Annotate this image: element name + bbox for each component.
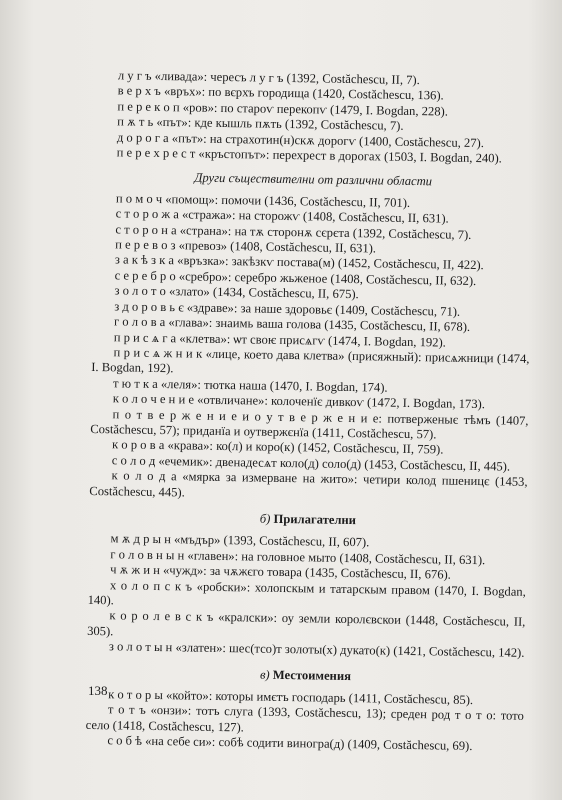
entry-line: с е р е б р о «сребро»: серебро жьженое (1408, Costăchescu, II, 632).	[114, 268, 477, 288]
section-heading-other-nouns: Други съществителни от различни области	[194, 170, 433, 189]
entry-line: с о б ѣ «на себе си»: собѣ содити виногра(д) (1409, Costăchescu, 69).	[107, 733, 473, 754]
entry-block-3	[87, 531, 527, 661]
entry-line: т о т ъ «онзи»: тотъ слуга (1393, Costăchescu, 13); среден род т о т о: тото село (1418, Costăchescu, 127).	[85, 702, 524, 735]
entry-line: п ѫ т ь «път»: кде кышль пѫть (1392, Costăchescu, 7).	[117, 114, 404, 134]
section-heading-pronouns	[86, 665, 524, 687]
entry-block-4	[85, 687, 524, 755]
page-number: 138	[88, 683, 108, 698]
entry-line: п е р е х р е с т «кръстопът»: перехрест в дорогах (1503, I. Bogdan, 240).	[116, 145, 502, 166]
entry-block-2	[89, 191, 532, 506]
entry-line: к о л о д а «мярка за измерване на жито»: четири колод пшеницє (1453, Costăchescu, 445).	[89, 468, 528, 500]
entry-line: з о л о т ы н «златен»: шес(тсо)т золоты(х) дукато(к) (1421, Costăchescu, 142).	[108, 639, 525, 661]
entry-line: м ѫ д р ы н «мъдър» (1393, Costăchescu, II, 607).	[110, 531, 370, 550]
section-heading-adjectives	[89, 509, 527, 531]
entry-line: з а к ѣ з к а «връзка»: закѣзкѵ постава(м) (1452, Costăchescu, II, 422).	[114, 252, 484, 273]
entry-line: г о л о в н ы н «главен»: на головное мыто (1408, Costăchescu, II, 631).	[110, 547, 486, 567]
entry-line: л у г ъ «ливада»: чересъ л у г ъ (1392, Costăchescu, II, 7).	[117, 68, 420, 88]
entry-line: з д о р о в ь є «здраве»: за наше здоровьє (1409, Costăchescu, 71).	[114, 299, 461, 319]
entry-line: п е р е в о з «превоз» (1408, Costăchescu, II, 631).	[115, 237, 377, 256]
entry-line: с о л о д «ечемик»: двенадесѧт коло(д) соло(д) (1453, Costăchescu, II, 445).	[111, 453, 511, 474]
entry-line: п р и с ѧ ж н и к «лице, което дава клетва» (присяжный): присѧжници (1474, I. Bogdan, 192).	[91, 345, 530, 376]
entry-line: п о т в е р ж е н и е и о у т в е р ж е н и е: потверженыє тѣмъ (1407, Costăchescu, 57); приданїа и оутвержєнїа (1411, Costăchescu, 57).	[90, 406, 529, 442]
entry-line: т ю т к а «леля»: тютка наша (1470, I. Bogdan, 174).	[112, 376, 388, 395]
entry-line: п о м о ч «помощ»: помочи (1436, Costăchescu, II, 701).	[115, 191, 411, 210]
entry-block-1	[95, 68, 534, 167]
entry-line: к о т о р ы «който»: которы имєтъ господарь (1411, Costăchescu, 85).	[108, 687, 474, 708]
entry-line: п е р е к о п «ров»: по староѵ перекопѵ (1479, I. Bogdan, 228).	[117, 99, 449, 119]
entry-line: з о л о т о «злато» (1434, Costăchescu, II, 675).	[114, 283, 359, 302]
entry-line: к о р о л е в с к ъ «кралски»: оу земли королєвскои (1448, Costăchescu, II, 305).	[87, 608, 526, 639]
text-column	[85, 68, 534, 755]
section-title: Местоимения	[272, 667, 352, 683]
section-number: б)	[259, 511, 271, 526]
entry-line: к о л о ч е н и е «отвличане»: колоченїє дивкоѵ (1472, I. Bogdan, 173).	[112, 391, 486, 412]
section-title: Прилагателни	[273, 511, 357, 528]
entry-line: к о р о в а «крава»: ко(л) и коро(к) (1452, Costăchescu, II, 759).	[111, 437, 444, 457]
entry-line: х о л о п с к ъ «робски»: холопскым и татарскым правом (1470, I. Bogdan, 140).	[87, 577, 526, 608]
entry-line: ч ѫ ж и н «чужд»: за чѫжєго товара (1435, Costăchescu, II, 676).	[110, 562, 452, 582]
entry-line: п р и с ѧ г а «клетва»: ѡт своѥ присѧгѵ (1474, I. Bogdan, 192).	[113, 329, 447, 350]
entry-line: с т о р о н а «страна»: на тѫ сторонѫ сєрєта (1392, Costăchescu, 7).	[115, 221, 472, 242]
entry-line: в е р х ъ «връх»: по вєрхъ городища (1420, Costăchescu, 136).	[117, 83, 444, 103]
section-number: в)	[259, 667, 270, 682]
entry-line: д о р о г а «път»: на страхотин(н)скѫ дорогѵ (1400, Costăchescu, 27).	[116, 129, 485, 150]
entry-line: г о л о в а «глава»: знаимь ваша голова (1435, Costăchescu, II, 678).	[113, 314, 471, 335]
entry-line: с т о р о ж а «стража»: на сторожѵ (1408, Costăchescu, II, 631).	[115, 206, 449, 226]
